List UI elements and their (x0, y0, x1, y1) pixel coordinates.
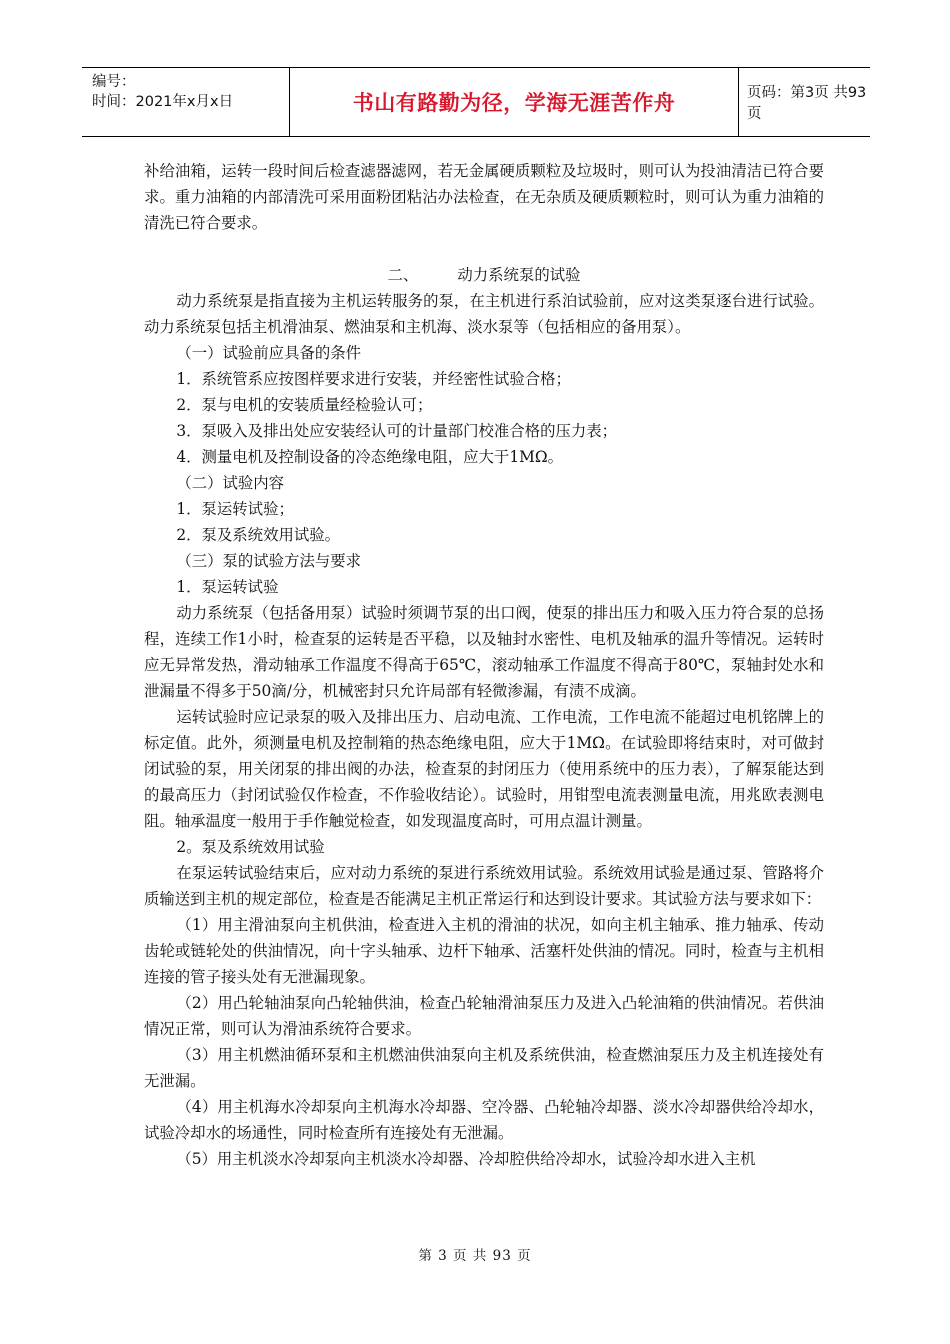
subsection-heading: （三）泵的试验方法与要求 (176, 552, 362, 570)
list-item: 1．泵运转试验 (176, 578, 279, 596)
header-page-cell (739, 68, 870, 136)
numbered-paragraph: （2）用凸轮轴油泵向凸轮轴供油，检查凸轮轴滑油泵压力及进入凸轮油箱的供油情况。若供油情况正常，则可认为滑油系统符合要求。 (144, 994, 824, 1038)
page-footer: 第 3 页 共 93 页 (418, 1248, 532, 1264)
numbered-paragraph: （5）用主机淡水冷却泵向主机淡水冷却器、冷却腔供给冷却水，试验冷却水进入主机 (176, 1150, 756, 1168)
paragraph: 在泵运转试验结束后，应对动力系统的泵进行系统效用试验。系统效用试验是通过泵、管路将介质输送到主机的规定部位，检查是否能满足主机正常运行和达到设计要求。其试验方法与要求如下： (144, 864, 824, 908)
header-motto-cell (290, 68, 739, 136)
header-motto: 书山有路勤为径，学海无涯苦作舟 (352, 91, 676, 115)
list-item: 1．系统管系应按图样要求进行安装，并经密性试验合格； (176, 370, 571, 388)
header-page-label: 页码：第3页 共93页 (747, 85, 867, 122)
list-item: 2．泵及系统效用试验。 (176, 526, 341, 544)
section-heading: 二、 动力系统泵的试验 (387, 266, 581, 284)
subsection-heading: （一）试验前应具备的条件 (176, 344, 362, 362)
numbered-paragraph: （4）用主机海水冷却泵向主机海水冷却器、空冷器、凸轮轴冷却器、淡水冷却器供给冷却水，试验冷却水的场通性，同时检查所有连接处有无泄漏。 (144, 1098, 824, 1142)
doc-number-label: 编号： (92, 74, 136, 90)
list-item: 4．测量电机及控制设备的冷态绝缘电阻，应大于1MΩ。 (176, 448, 564, 466)
numbered-paragraph: （3）用主机燃油循环泵和主机燃油供油泵向主机及系统供油，检查燃油泵压力及主机连接处有无泄漏。 (144, 1046, 824, 1090)
subsection-heading: （二）试验内容 (176, 474, 285, 492)
paragraph: 动力系统泵是指直接为主机运转服务的泵，在主机进行系泊试验前，应对这类泵逐台进行试验。动力系统泵包括主机滑油泵、燃油泵和主机海、淡水泵等（包括相应的备用泵）。 (144, 292, 824, 336)
paragraph: 运转试验时应记录泵的吸入及排出压力、启动电流、工作电流，工作电流不能超过电机铭牌上的标定值。此外，须测量电机及控制箱的热态绝缘电阻，应大于1MΩ。在试验即将结束时，对可做封闭试验的泵，用关闭泵的排出阀的办法，检查泵的封闭压力（使用系统中的压力表），了解泵能达到的最高压力（封闭试验仅作检查，不作验收结论）。试验时，用钳型电流表测量电流，用兆欧表测电阻。轴承温度一般用于手作触觉检查，如发现温度高时，可用点温计测量。 (144, 708, 824, 830)
list-item: 2。泵及系统效用试验 (176, 838, 325, 856)
page-header (82, 67, 870, 137)
list-item: 1．泵运转试验； (176, 500, 294, 518)
paragraph: 动力系统泵（包括备用泵）试验时须调节泵的出口阀，使泵的排出压力和吸入压力符合泵的总扬程，连续工作1小时，检查泵的运转是否平稳，以及轴封水密性、电机及轴承的温升等情况。运转时应无异常发热，滑动轴承工作温度不得高于65℃，滚动轴承工作温度不得高于80℃，泵轴封处水和泄漏量不得多于50滴/分，机械密封只允许局部有轻微渗漏，有渍不成滴。 (144, 604, 824, 700)
date-label: 时间：2021年x月x日 (92, 94, 234, 110)
numbered-paragraph: （1）用主滑油泵向主机供油，检查进入主机的滑油的状况，如向主机主轴承、推力轴承、传动齿轮或链轮处的供油情况，向十字头轴承、边杆下轴承、活塞杆处供油的情况。同时，检查与主机相连接的管子接头处有无泄漏现象。 (144, 916, 824, 986)
document-body (144, 158, 824, 1172)
list-item: 3．泵吸入及排出处应安装经认可的计量部门校准合格的压力表； (176, 422, 618, 440)
list-item: 2．泵与电机的安装质量经检验认可； (176, 396, 433, 414)
header-meta (82, 68, 290, 136)
paragraph: 补给油箱，运转一段时间后检查滤器滤网，若无金属硬质颗粒及垃圾时，则可认为投油清洁已符合要求。重力油箱的内部清洗可采用面粉团粘沾办法检查，在无杂质及硬质颗粒时，则可认为重力油箱的清洗已符合要求。 (144, 162, 824, 232)
